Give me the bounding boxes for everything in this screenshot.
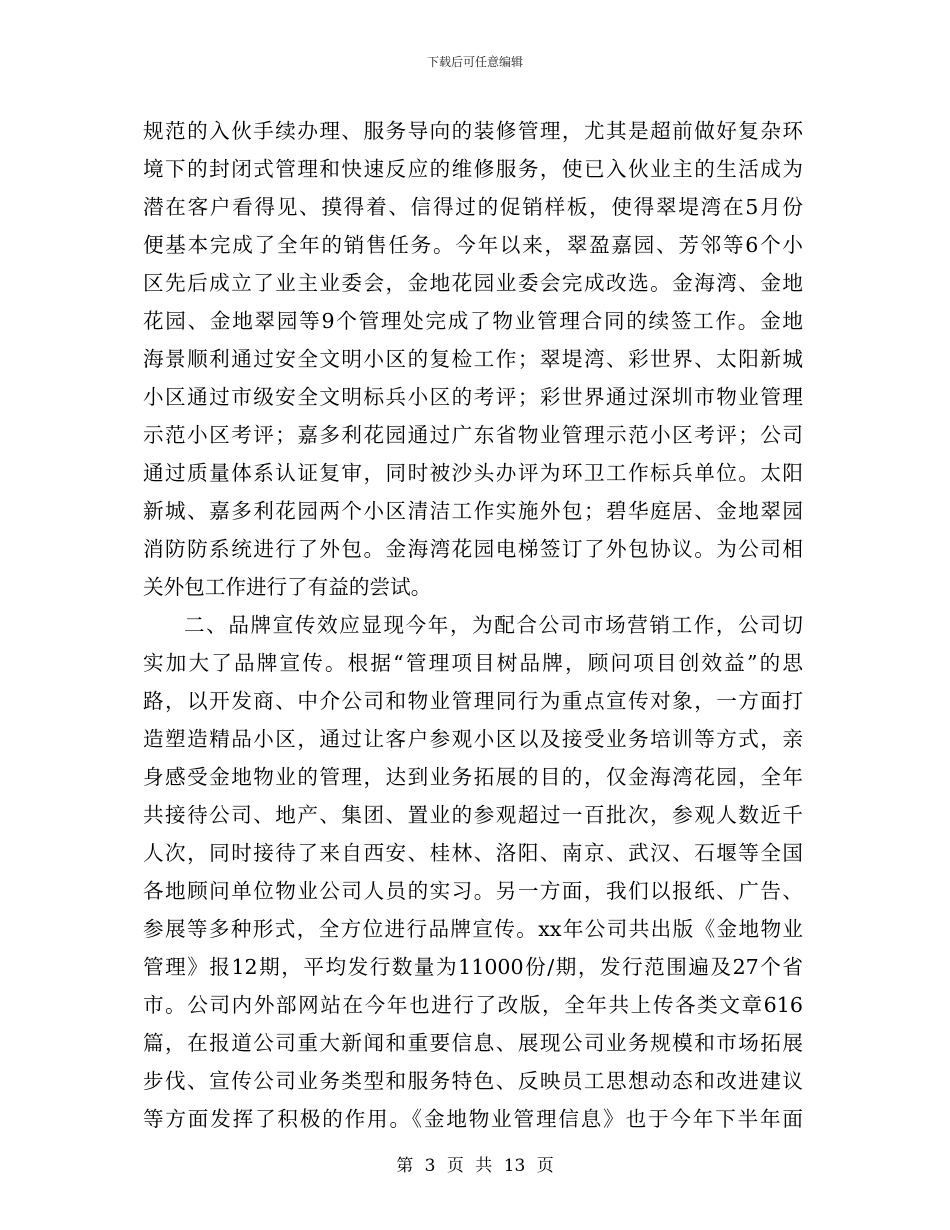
body-line: 新城、嘉多利花园两个小区清洁工作实施外包；碧华庭居、金地翠园: [143, 499, 803, 523]
body-line: 各地顾问单位物业公司人员的实习。另一方面，我们以报纸、广告、: [143, 879, 803, 903]
body-line: 便基本完成了全年的销售任务。今年以来，翠盈嘉园、芳邻等6个小: [143, 233, 803, 257]
body-line: 规范的入伙手续办理、服务导向的装修管理，尤其是超前做好复杂环: [143, 119, 803, 143]
document-body: [143, 112, 803, 1138]
body-line: 人次，同时接待了来自西安、桂林、洛阳、南京、武汉、石堰等全国: [143, 841, 803, 865]
body-line: 路，以开发商、中介公司和物业管理同行为重点宣传对象，一方面打: [143, 689, 803, 713]
paragraph-end-line: 关外包工作进行了有益的尝试。: [143, 575, 432, 599]
body-line: 消防防系统进行了外包。金海湾花园电梯签订了外包协议。为公司相: [143, 537, 803, 561]
body-line: 潜在客户看得见、摸得着、信得过的促销样板，使得翠堤湾在5月份: [143, 195, 803, 219]
body-line: 参展等多种形式，全方位进行品牌宣传。xx年公司共出版《金地物业: [143, 917, 803, 941]
body-line: 示范小区考评；嘉多利花园通过广东省物业管理示范小区考评；公司: [143, 423, 803, 447]
body-line: 境下的封闭式管理和快速反应的维修服务，使已入伙业主的生活成为: [143, 157, 803, 181]
body-line: 海景顺利通过安全文明小区的复检工作；翠堤湾、彩世界、太阳新城: [143, 347, 803, 371]
section-heading-line: 二、品牌宣传效应显现今年，为配合公司市场营销工作，公司切: [184, 613, 803, 637]
body-line: 管理》报12期，平均发行数量为11000份/期，发行范围遍及27个省: [143, 955, 803, 979]
body-line: 等方面发挥了积极的作用。《金地物业管理信息》也于今年下半年面: [143, 1107, 803, 1131]
body-line: 花园、金地翠园等9个管理处完成了物业管理合同的续签工作。金地: [143, 309, 803, 333]
body-line: 通过质量体系认证复审，同时被沙头办评为环卫工作标兵单位。太阳: [143, 461, 803, 485]
page-number: 第 3 页 共 13 页: [396, 1156, 554, 1176]
body-line: 造塑造精品小区，通过让客户参观小区以及接受业务培训等方式，亲: [143, 727, 803, 751]
body-line: 身感受金地物业的管理，达到业务拓展的目的，仅金海湾花园，全年: [143, 765, 803, 789]
body-line: 实加大了品牌宣传。根据“管理项目树品牌，顾问项目创效益”的思: [143, 651, 803, 675]
body-line: 共接待公司、地产、集团、置业的参观超过一百批次，参观人数近千: [143, 803, 803, 827]
body-line: 步伐、宣传公司业务类型和服务特色、反映员工思想动态和改进建议: [143, 1069, 803, 1093]
body-line: 篇，在报道公司重大新闻和重要信息、展现公司业务规模和市场拓展: [143, 1031, 803, 1055]
body-line: 市。公司内外部网站在今年也进行了改版，全年共上传各类文章616: [143, 993, 803, 1017]
page-header-note: 下载后可任意编辑: [426, 55, 523, 69]
body-line: 区先后成立了业主业委会，金地花园业委会完成改选。金海湾、金地: [143, 271, 803, 295]
body-line: 小区通过市级安全文明标兵小区的考评；彩世界通过深圳市物业管理: [143, 385, 803, 409]
